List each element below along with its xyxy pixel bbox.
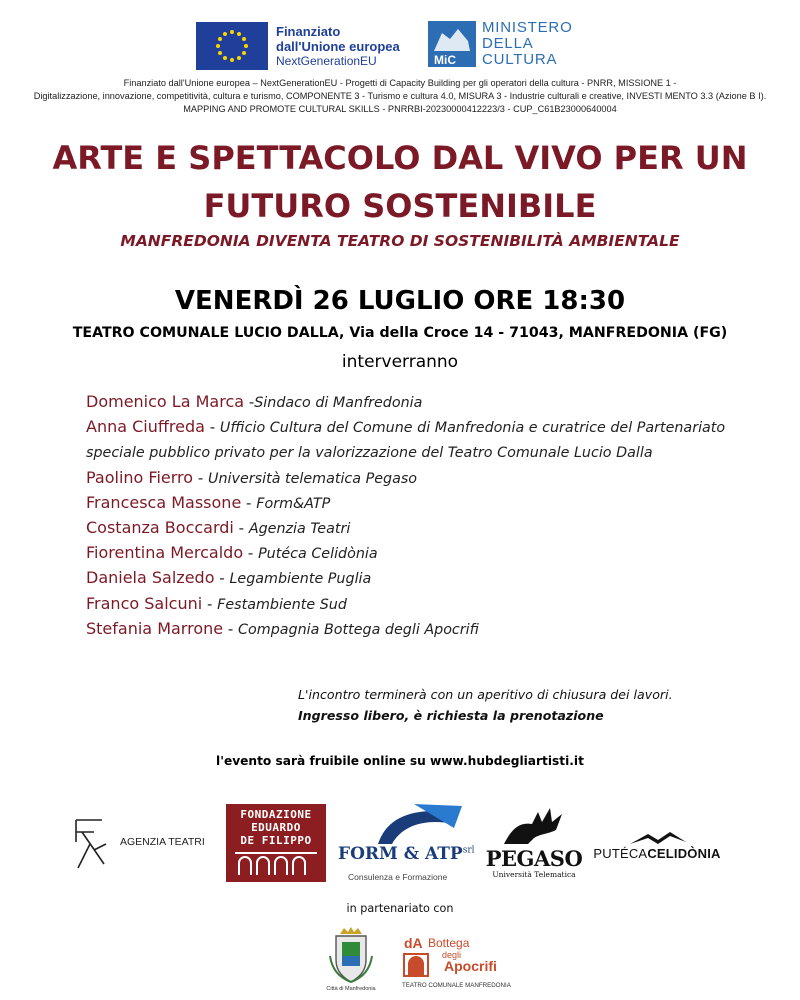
bottega-line3: Apocrifi xyxy=(444,958,497,974)
speaker-role: Agenzia Teatri xyxy=(248,521,351,538)
puteca-bold: CELIDÒNIA xyxy=(647,846,721,861)
event-title xyxy=(0,134,800,230)
speaker-name: Costanza Boccardi xyxy=(86,518,234,538)
event-title-line1: ARTE E SPETTACOLO DAL VIVO PER UN xyxy=(52,139,748,177)
eu-logo-text xyxy=(276,24,400,69)
mic-logo-line1: MINISTERO xyxy=(482,19,573,36)
form-atp-tagline: Consulenza e Formazione xyxy=(348,872,448,882)
bottega-mark-text: dA xyxy=(404,935,423,951)
online-notice: l'evento sarà fruibile online su www.hubdegliartisti.it xyxy=(216,754,584,768)
form-atp-name xyxy=(338,844,475,864)
mic-logo xyxy=(428,20,573,68)
form-atp-swoosh-icon xyxy=(358,804,468,846)
bottega-line4: TEATRO COMUNALE MANFREDONIA xyxy=(402,982,511,989)
manfredonia-city-crest xyxy=(326,926,376,996)
speaker-role: Sindaco di Manfredonia xyxy=(254,395,423,411)
speaker-item xyxy=(86,516,746,541)
speaker-separator: - xyxy=(241,493,257,512)
agenzia-teatri-logo xyxy=(72,814,205,870)
closing-line-1: L'incontro terminerà con un aperitivo di chiusura dei lavori. xyxy=(298,687,673,702)
top-logos xyxy=(0,19,800,70)
pegasus-icon xyxy=(498,804,568,846)
speaker-role: Festambiente Sud xyxy=(217,596,347,613)
bottega-line1: Bottega xyxy=(428,936,470,950)
bottega-apocrifi-logo xyxy=(402,934,522,994)
speaker-separator: - xyxy=(223,619,239,638)
partner-logos xyxy=(0,800,800,890)
speaker-separator: - xyxy=(202,594,218,613)
puteca-light: PUTÉCA xyxy=(593,846,648,861)
speaker-separator: - xyxy=(214,569,230,588)
fondazione-eduardo-logo xyxy=(226,804,326,882)
puteca-name xyxy=(592,846,722,861)
city-crest-icon xyxy=(326,926,376,984)
eu-logo-line3: NextGenerationEU xyxy=(276,53,377,68)
mic-mark-icon xyxy=(428,21,476,67)
speaker-role: Putéca Celidònia xyxy=(258,546,378,563)
funding-line-2: Digitalizzazione, innovazione, competitività, cultura e turismo, COMPONENTE 3 - Turismo e cultura 4.0, MISURA 3 - Industrie culturali e creative, INVESTI MENTO 3.3 (Azione B I). xyxy=(33,91,767,101)
speaker-name: Daniela Salzedo xyxy=(86,568,215,588)
speaker-item xyxy=(86,390,746,415)
event-venue: TEATRO COMUNALE LUCIO DALLA, Via della Croce 14 - 71043, MANFREDONIA (FG) xyxy=(72,325,728,341)
pegaso-tagline: Università Telematica xyxy=(492,870,576,879)
speaker-name: Fiorentina Mercaldo xyxy=(86,543,244,563)
eu-flag-icon xyxy=(196,22,268,70)
mic-mark-text: MiC xyxy=(434,53,456,67)
speaker-name: Paolino Fierro xyxy=(86,467,194,487)
closing-line-2: Ingresso libero, è richiesta la prenotazione xyxy=(298,708,604,723)
speaker-separator: - xyxy=(233,519,249,538)
speaker-separator: - xyxy=(204,418,220,437)
partnership-label: in partenariato con xyxy=(346,902,454,915)
speaker-role: Compagnia Bottega degli Apocrifi xyxy=(238,621,479,638)
city-crest-caption: Città di Manfredonia xyxy=(326,986,376,992)
speaker-separator: - xyxy=(244,393,255,411)
eu-logo-line2: dall'Unione europea xyxy=(276,38,400,54)
fondazione-line3: DE FILIPPO xyxy=(240,834,312,847)
funding-line-3: MAPPING AND PROMOTE CULTURAL SKILLS - PNRRBI-20230000412223/3 - CUP_C61B23000640004 xyxy=(183,104,617,114)
pegaso-logo xyxy=(484,804,584,884)
speakers-list xyxy=(86,390,746,642)
speaker-separator: - xyxy=(193,468,209,487)
speaker-item xyxy=(86,617,746,642)
eu-logo xyxy=(196,22,400,70)
mic-logo-line2: DELLA xyxy=(482,35,534,52)
speaker-item xyxy=(86,491,746,516)
speaker-item xyxy=(86,466,746,491)
speaker-role: Legambiente Puglia xyxy=(229,571,372,588)
speaker-name: Domenico La Marca xyxy=(86,392,245,411)
fondazione-arches-icon xyxy=(231,847,321,877)
speaker-name: Stefania Marrone xyxy=(86,618,224,638)
closing-note xyxy=(298,684,758,726)
speaker-item xyxy=(86,541,746,566)
puteca-wave-icon xyxy=(628,830,688,846)
speaker-role: Ufficio Cultura del Comune di Manfredonia e curatrice del Partenariato speciale pubblico privato per la valorizzazione del Teatro Comunale Lucio Dalla xyxy=(86,420,726,462)
speakers-heading: interverranno xyxy=(341,352,459,372)
speaker-role: Form&ATP xyxy=(256,495,331,512)
form-atp-srl: srl xyxy=(462,845,475,856)
speaker-item xyxy=(86,415,746,465)
funding-line-1: Finanziato dall'Unione europea – NextGenerationEU - Progetti di Capacity Building per gli operatori della cultura - PNRR, MISSIONE 1 - xyxy=(123,78,677,88)
form-atp-main: FORM & ATP xyxy=(338,844,463,864)
speaker-name: Franco Salcuni xyxy=(86,593,203,613)
agenzia-teatri-name: AGENZIA TEATRI xyxy=(120,836,205,848)
form-atp-logo xyxy=(338,804,478,884)
speaker-separator: - xyxy=(243,544,259,563)
fondazione-line1: FONDAZIONE xyxy=(240,808,312,821)
speaker-item xyxy=(86,566,746,591)
bottega-line2: degli xyxy=(442,950,462,960)
agenzia-teatri-mark-icon xyxy=(72,814,110,870)
eu-logo-line1: Finanziato xyxy=(276,23,341,39)
speaker-name: Anna Ciuffreda xyxy=(86,417,205,437)
puteca-celidonia-logo xyxy=(592,830,722,870)
mic-logo-text xyxy=(482,20,573,68)
funding-statement xyxy=(20,77,780,116)
speaker-name: Francesca Massone xyxy=(86,492,242,512)
pegaso-name: PEGASO xyxy=(485,846,583,871)
speaker-role: Università telematica Pegaso xyxy=(208,470,418,487)
speaker-item xyxy=(86,592,746,617)
mic-logo-line3: CULTURA xyxy=(482,51,558,68)
fondazione-line2: EDUARDO xyxy=(251,821,301,834)
event-date: VENERDÌ 26 LUGLIO ORE 18:30 xyxy=(174,286,626,316)
event-subtitle: MANFREDONIA DIVENTA TEATRO DI SOSTENIBILITÀ AMBIENTALE xyxy=(120,232,680,250)
event-title-line2: FUTURO SOSTENIBILE xyxy=(203,187,597,225)
